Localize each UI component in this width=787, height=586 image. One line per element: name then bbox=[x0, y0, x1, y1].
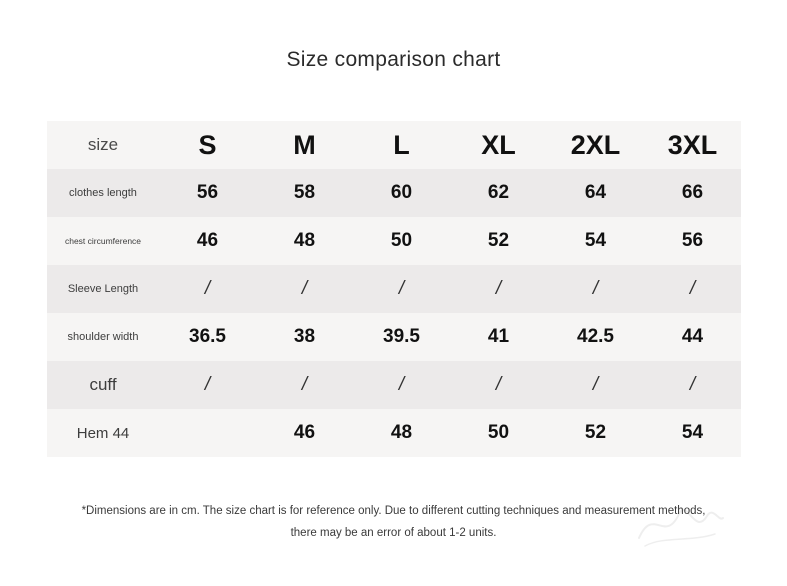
table-row bbox=[47, 217, 741, 265]
cell-cuff-2xl: / bbox=[592, 374, 599, 395]
row-label-shoulder-width: shoulder width bbox=[67, 331, 139, 343]
cell-hem-m: 46 bbox=[293, 422, 316, 443]
cell-hem-l: 48 bbox=[390, 422, 413, 443]
footnote bbox=[0, 500, 787, 544]
table-row bbox=[47, 265, 741, 313]
cell-clothes-length-xl: 62 bbox=[487, 182, 510, 203]
cell-chest-xl: 52 bbox=[487, 230, 510, 251]
cell-clothes-length-m: 58 bbox=[293, 182, 316, 203]
page-title: Size comparison chart bbox=[286, 48, 501, 71]
row-label-cuff: cuff bbox=[89, 375, 117, 394]
header-cell-3xl: 3XL bbox=[667, 129, 718, 160]
cell-sleeve-m: / bbox=[301, 278, 308, 299]
cell-hem-s bbox=[159, 409, 256, 457]
size-table-container bbox=[47, 121, 741, 457]
table-header-row bbox=[47, 121, 741, 169]
cell-chest-l: 50 bbox=[390, 230, 413, 251]
cell-shoulder-m: 38 bbox=[293, 326, 316, 347]
cell-shoulder-l: 39.5 bbox=[383, 326, 420, 347]
row-label-sleeve-length: Sleeve Length bbox=[67, 283, 139, 295]
cell-sleeve-l: / bbox=[398, 278, 405, 299]
cell-shoulder-3xl: 44 bbox=[681, 326, 704, 347]
cell-clothes-length-s: 56 bbox=[196, 182, 219, 203]
cell-hem-3xl: 54 bbox=[681, 422, 704, 443]
cell-clothes-length-2xl: 64 bbox=[584, 182, 607, 203]
table-row bbox=[47, 169, 741, 217]
cell-cuff-3xl: / bbox=[689, 374, 696, 395]
cell-clothes-length-3xl: 66 bbox=[681, 182, 704, 203]
row-label-chest-circumference: chest circumference bbox=[64, 236, 142, 246]
cell-sleeve-2xl: / bbox=[592, 278, 599, 299]
row-label-hem: Hem 44 bbox=[76, 424, 130, 442]
cell-shoulder-xl: 41 bbox=[487, 326, 510, 347]
header-cell-l: L bbox=[393, 129, 410, 160]
cell-sleeve-3xl: / bbox=[689, 278, 696, 299]
header-cell-m: M bbox=[293, 129, 316, 160]
table-row bbox=[47, 313, 741, 361]
cell-sleeve-xl: / bbox=[495, 278, 502, 299]
row-label-clothes-length: clothes length bbox=[69, 187, 137, 199]
cell-shoulder-2xl: 42.5 bbox=[577, 326, 614, 347]
footnote-line-1: *Dimensions are in cm. The size chart is for reference only. Due to different cutting techniques and measurement methods, bbox=[81, 505, 706, 517]
header-cell-xl: XL bbox=[481, 129, 516, 160]
size-comparison-table bbox=[47, 121, 741, 457]
cell-clothes-length-l: 60 bbox=[390, 182, 413, 203]
table-row bbox=[47, 409, 741, 457]
cell-hem-2xl: 52 bbox=[584, 422, 607, 443]
header-cell-s: S bbox=[198, 129, 217, 160]
cell-sleeve-s: / bbox=[204, 278, 211, 299]
cell-chest-s: 46 bbox=[196, 230, 219, 251]
cell-chest-2xl: 54 bbox=[584, 230, 607, 251]
cell-cuff-s: / bbox=[204, 374, 211, 395]
cell-chest-m: 48 bbox=[293, 230, 316, 251]
cell-cuff-l: / bbox=[398, 374, 405, 395]
table-row bbox=[47, 361, 741, 409]
header-cell-2xl: 2XL bbox=[570, 129, 621, 160]
cell-hem-xl: 50 bbox=[487, 422, 510, 443]
header-cell-size: size bbox=[87, 135, 119, 154]
footnote-line-2: there may be an error of about 1-2 units. bbox=[290, 527, 497, 539]
cell-shoulder-s: 36.5 bbox=[189, 326, 226, 347]
cell-cuff-m: / bbox=[301, 374, 308, 395]
cell-chest-3xl: 56 bbox=[681, 230, 704, 251]
cell-cuff-xl: / bbox=[495, 374, 502, 395]
